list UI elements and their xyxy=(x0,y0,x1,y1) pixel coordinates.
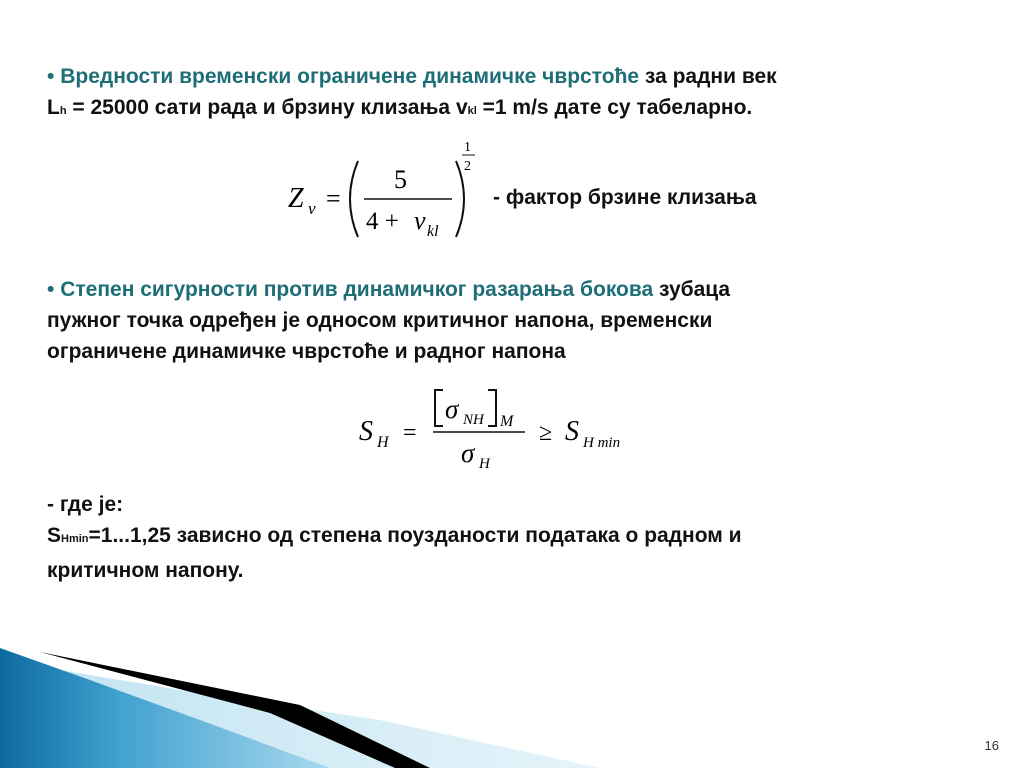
exponent-numerator: 1 xyxy=(464,140,471,155)
zv-subscript: v xyxy=(308,199,316,218)
vkl-symbol: v xyxy=(414,206,426,235)
fraction-denominator: 4 + xyxy=(366,208,406,235)
s-symbol: S xyxy=(47,524,62,547)
L-subscript: h xyxy=(59,105,67,117)
bullet: • xyxy=(47,65,55,88)
paragraph-1-text-b: = 25000 сати рада и брзину клизања xyxy=(66,96,456,119)
paragraph-2-highlight: Степен сигурности против динамичког разарања бокова xyxy=(60,278,654,301)
s-subscript: Hmin xyxy=(61,533,89,545)
geq-sign: ≥ xyxy=(539,420,553,446)
sigma-h-subscript: H xyxy=(479,456,490,472)
sh-symbol: S xyxy=(359,416,373,447)
paragraph-1-text-a: за радни век xyxy=(639,65,777,88)
paragraph-1-text-c: =1 m/s дате су табеларно. xyxy=(476,96,753,119)
sigma-nh-symbol: σ xyxy=(445,394,459,424)
vkl-subscript: kl xyxy=(427,223,439,240)
paragraph-3-line-2-rest: =1...1,25 зависно од степена поузданости података о радном и xyxy=(88,524,742,547)
shmin-subscript: H min xyxy=(583,435,621,451)
fraction-numerator: 5 xyxy=(394,165,407,194)
L-symbol: L xyxy=(47,96,60,119)
paragraph-3-line-3: критичном напону. xyxy=(47,559,244,582)
paragraph-2-line-1-rest: зубаца xyxy=(653,278,731,301)
paragraph-2-line-3: ограничене динамичке чврстоће и радног напона xyxy=(47,340,566,363)
v-subscript: kl xyxy=(467,105,477,117)
exponent-denominator: 2 xyxy=(464,159,471,174)
slide-number: 16 xyxy=(984,738,999,753)
v-symbol: v xyxy=(455,96,468,119)
paragraph-1-highlight: Вредности временски ограничене динамичке чврстоће xyxy=(60,65,640,88)
sh-subscript: H xyxy=(377,434,389,451)
sigma-h-symbol: σ xyxy=(461,438,475,468)
shmin-symbol: S xyxy=(565,416,579,447)
equals-sign: = xyxy=(403,420,417,446)
equals-sign: = xyxy=(326,184,341,213)
paragraph-2-line-2: пужног точка одређен је односом критичног напона, временски xyxy=(47,309,713,332)
paragraph-3-line-1: - где је: xyxy=(47,493,124,516)
zv-symbol: Z xyxy=(288,183,304,214)
bracket-subscript: M xyxy=(500,413,514,430)
sigma-nh-subscript: NH xyxy=(463,412,484,428)
bullet: • xyxy=(47,278,55,301)
speed-factor-description: - фактор брзине клизања xyxy=(493,186,757,209)
